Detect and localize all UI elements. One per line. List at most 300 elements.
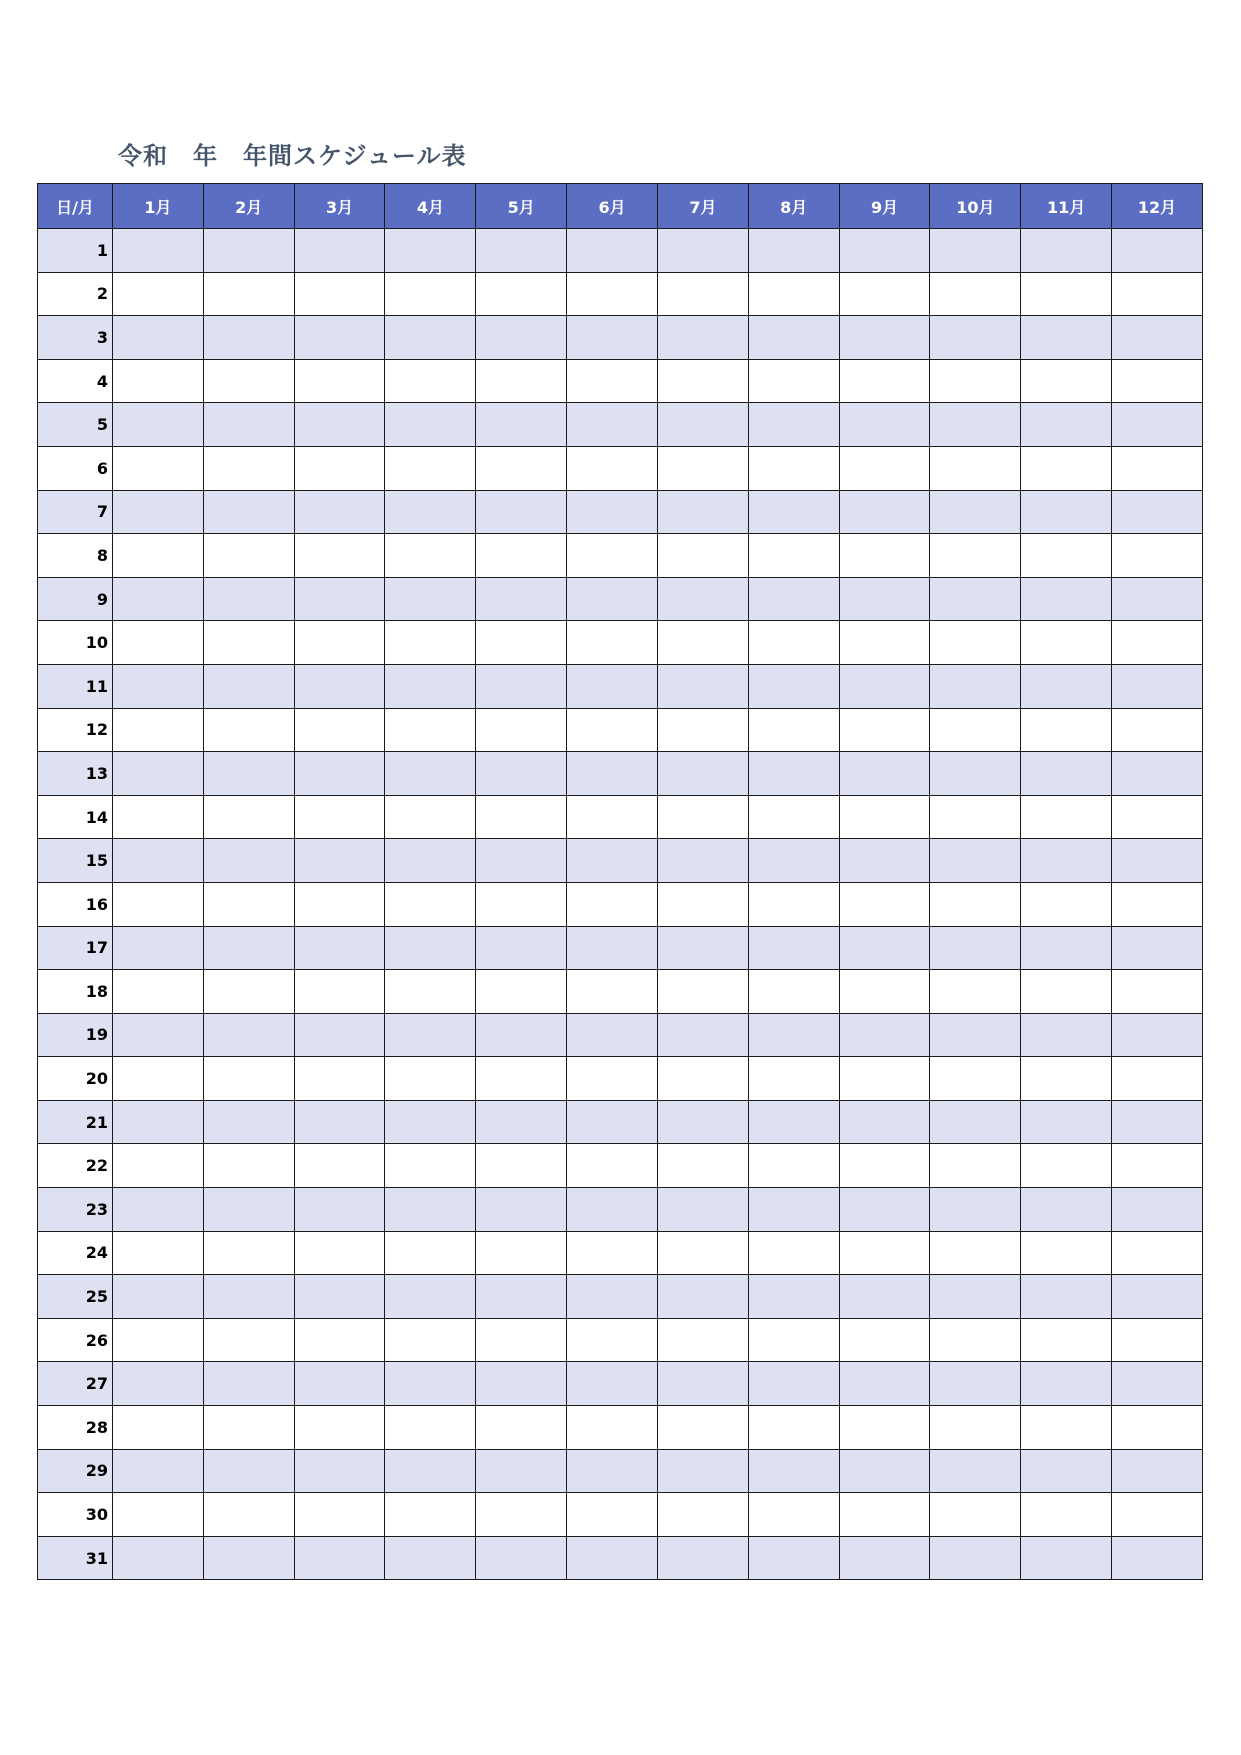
schedule-cell[interactable] <box>113 316 204 360</box>
schedule-cell[interactable] <box>476 1013 567 1057</box>
schedule-cell[interactable] <box>748 708 839 752</box>
schedule-cell[interactable] <box>294 1449 385 1493</box>
schedule-cell[interactable] <box>113 1100 204 1144</box>
schedule-cell[interactable] <box>657 1493 748 1537</box>
schedule-cell[interactable] <box>294 970 385 1014</box>
schedule-cell[interactable] <box>203 795 294 839</box>
schedule-cell[interactable] <box>748 1231 839 1275</box>
schedule-cell[interactable] <box>839 970 930 1014</box>
schedule-cell[interactable] <box>1112 1100 1203 1144</box>
schedule-cell[interactable] <box>203 970 294 1014</box>
schedule-cell[interactable] <box>385 839 476 883</box>
schedule-cell[interactable] <box>294 1275 385 1319</box>
schedule-cell[interactable] <box>294 882 385 926</box>
schedule-cell[interactable] <box>657 839 748 883</box>
schedule-cell[interactable] <box>657 708 748 752</box>
schedule-cell[interactable] <box>657 1013 748 1057</box>
schedule-cell[interactable] <box>203 359 294 403</box>
schedule-cell[interactable] <box>113 1362 204 1406</box>
schedule-cell[interactable] <box>294 403 385 447</box>
schedule-cell[interactable] <box>1112 1144 1203 1188</box>
schedule-cell[interactable] <box>930 403 1021 447</box>
schedule-cell[interactable] <box>930 490 1021 534</box>
schedule-cell[interactable] <box>657 1231 748 1275</box>
schedule-cell[interactable] <box>385 664 476 708</box>
schedule-cell[interactable] <box>657 882 748 926</box>
schedule-cell[interactable] <box>657 1406 748 1450</box>
schedule-cell[interactable] <box>657 403 748 447</box>
schedule-cell[interactable] <box>748 621 839 665</box>
schedule-cell[interactable] <box>294 1057 385 1101</box>
schedule-cell[interactable] <box>476 1144 567 1188</box>
schedule-cell[interactable] <box>567 272 658 316</box>
schedule-cell[interactable] <box>930 1449 1021 1493</box>
schedule-cell[interactable] <box>1112 839 1203 883</box>
schedule-cell[interactable] <box>203 229 294 273</box>
schedule-cell[interactable] <box>1021 752 1112 796</box>
schedule-cell[interactable] <box>839 839 930 883</box>
schedule-cell[interactable] <box>476 621 567 665</box>
schedule-cell[interactable] <box>385 621 476 665</box>
schedule-cell[interactable] <box>839 1100 930 1144</box>
schedule-cell[interactable] <box>203 1318 294 1362</box>
schedule-cell[interactable] <box>1021 1449 1112 1493</box>
schedule-cell[interactable] <box>385 795 476 839</box>
schedule-cell[interactable] <box>748 839 839 883</box>
schedule-cell[interactable] <box>203 272 294 316</box>
schedule-cell[interactable] <box>385 882 476 926</box>
schedule-cell[interactable] <box>1021 1188 1112 1232</box>
schedule-cell[interactable] <box>1021 1013 1112 1057</box>
schedule-cell[interactable] <box>567 882 658 926</box>
schedule-cell[interactable] <box>839 1406 930 1450</box>
schedule-cell[interactable] <box>930 664 1021 708</box>
schedule-cell[interactable] <box>748 359 839 403</box>
schedule-cell[interactable] <box>113 534 204 578</box>
schedule-cell[interactable] <box>294 621 385 665</box>
schedule-cell[interactable] <box>476 708 567 752</box>
schedule-cell[interactable] <box>113 272 204 316</box>
schedule-cell[interactable] <box>203 752 294 796</box>
schedule-cell[interactable] <box>657 490 748 534</box>
schedule-cell[interactable] <box>1112 359 1203 403</box>
schedule-cell[interactable] <box>385 1406 476 1450</box>
schedule-cell[interactable] <box>657 272 748 316</box>
schedule-cell[interactable] <box>748 1406 839 1450</box>
schedule-cell[interactable] <box>294 490 385 534</box>
schedule-cell[interactable] <box>1112 1493 1203 1537</box>
schedule-cell[interactable] <box>748 272 839 316</box>
schedule-cell[interactable] <box>657 621 748 665</box>
schedule-cell[interactable] <box>385 1013 476 1057</box>
schedule-cell[interactable] <box>1021 1318 1112 1362</box>
schedule-cell[interactable] <box>294 1406 385 1450</box>
schedule-cell[interactable] <box>1021 882 1112 926</box>
schedule-cell[interactable] <box>294 926 385 970</box>
schedule-cell[interactable] <box>294 1362 385 1406</box>
schedule-cell[interactable] <box>567 926 658 970</box>
schedule-cell[interactable] <box>476 1493 567 1537</box>
schedule-cell[interactable] <box>1112 1449 1203 1493</box>
schedule-cell[interactable] <box>1021 534 1112 578</box>
schedule-cell[interactable] <box>294 577 385 621</box>
schedule-cell[interactable] <box>385 577 476 621</box>
schedule-cell[interactable] <box>1021 1100 1112 1144</box>
schedule-cell[interactable] <box>1112 708 1203 752</box>
schedule-cell[interactable] <box>657 1057 748 1101</box>
schedule-cell[interactable] <box>930 708 1021 752</box>
schedule-cell[interactable] <box>657 752 748 796</box>
schedule-cell[interactable] <box>567 621 658 665</box>
schedule-cell[interactable] <box>203 708 294 752</box>
schedule-cell[interactable] <box>476 795 567 839</box>
schedule-cell[interactable] <box>1112 621 1203 665</box>
schedule-cell[interactable] <box>476 1406 567 1450</box>
schedule-cell[interactable] <box>567 1231 658 1275</box>
schedule-cell[interactable] <box>203 1188 294 1232</box>
schedule-cell[interactable] <box>1112 1406 1203 1450</box>
schedule-cell[interactable] <box>294 795 385 839</box>
schedule-cell[interactable] <box>567 970 658 1014</box>
schedule-cell[interactable] <box>294 359 385 403</box>
schedule-cell[interactable] <box>1021 446 1112 490</box>
schedule-cell[interactable] <box>1112 970 1203 1014</box>
schedule-cell[interactable] <box>385 1318 476 1362</box>
schedule-cell[interactable] <box>567 1275 658 1319</box>
schedule-cell[interactable] <box>294 664 385 708</box>
schedule-cell[interactable] <box>1021 1493 1112 1537</box>
schedule-cell[interactable] <box>113 839 204 883</box>
schedule-cell[interactable] <box>476 664 567 708</box>
schedule-cell[interactable] <box>385 1362 476 1406</box>
schedule-cell[interactable] <box>839 316 930 360</box>
schedule-cell[interactable] <box>1021 1275 1112 1319</box>
schedule-cell[interactable] <box>476 1536 567 1580</box>
schedule-cell[interactable] <box>930 577 1021 621</box>
schedule-cell[interactable] <box>930 1231 1021 1275</box>
schedule-cell[interactable] <box>476 534 567 578</box>
schedule-cell[interactable] <box>839 1057 930 1101</box>
schedule-cell[interactable] <box>748 926 839 970</box>
schedule-cell[interactable] <box>748 534 839 578</box>
schedule-cell[interactable] <box>385 403 476 447</box>
schedule-cell[interactable] <box>203 1362 294 1406</box>
schedule-cell[interactable] <box>1112 752 1203 796</box>
schedule-cell[interactable] <box>476 1100 567 1144</box>
schedule-cell[interactable] <box>385 490 476 534</box>
schedule-cell[interactable] <box>839 1275 930 1319</box>
schedule-cell[interactable] <box>476 1057 567 1101</box>
schedule-cell[interactable] <box>476 839 567 883</box>
schedule-cell[interactable] <box>294 752 385 796</box>
schedule-cell[interactable] <box>203 1449 294 1493</box>
schedule-cell[interactable] <box>1112 664 1203 708</box>
schedule-cell[interactable] <box>294 1013 385 1057</box>
schedule-cell[interactable] <box>1021 664 1112 708</box>
schedule-cell[interactable] <box>657 1144 748 1188</box>
schedule-cell[interactable] <box>930 1362 1021 1406</box>
schedule-cell[interactable] <box>476 970 567 1014</box>
schedule-cell[interactable] <box>567 1406 658 1450</box>
schedule-cell[interactable] <box>203 403 294 447</box>
schedule-cell[interactable] <box>1112 882 1203 926</box>
schedule-cell[interactable] <box>839 1493 930 1537</box>
schedule-cell[interactable] <box>385 926 476 970</box>
schedule-cell[interactable] <box>476 577 567 621</box>
schedule-cell[interactable] <box>657 1188 748 1232</box>
schedule-cell[interactable] <box>385 1144 476 1188</box>
schedule-cell[interactable] <box>567 403 658 447</box>
schedule-cell[interactable] <box>567 795 658 839</box>
schedule-cell[interactable] <box>1021 621 1112 665</box>
schedule-cell[interactable] <box>294 534 385 578</box>
schedule-cell[interactable] <box>385 970 476 1014</box>
schedule-cell[interactable] <box>748 1275 839 1319</box>
schedule-cell[interactable] <box>748 229 839 273</box>
schedule-cell[interactable] <box>657 316 748 360</box>
schedule-cell[interactable] <box>748 1536 839 1580</box>
schedule-cell[interactable] <box>839 1013 930 1057</box>
schedule-cell[interactable] <box>1112 577 1203 621</box>
schedule-cell[interactable] <box>657 446 748 490</box>
schedule-cell[interactable] <box>203 534 294 578</box>
schedule-cell[interactable] <box>748 1449 839 1493</box>
schedule-cell[interactable] <box>113 359 204 403</box>
schedule-cell[interactable] <box>839 795 930 839</box>
schedule-cell[interactable] <box>476 1275 567 1319</box>
schedule-cell[interactable] <box>567 577 658 621</box>
schedule-cell[interactable] <box>748 752 839 796</box>
schedule-cell[interactable] <box>1021 272 1112 316</box>
schedule-cell[interactable] <box>1021 229 1112 273</box>
schedule-cell[interactable] <box>839 1318 930 1362</box>
schedule-cell[interactable] <box>657 534 748 578</box>
schedule-cell[interactable] <box>1112 272 1203 316</box>
schedule-cell[interactable] <box>294 1318 385 1362</box>
schedule-cell[interactable] <box>748 316 839 360</box>
schedule-cell[interactable] <box>839 490 930 534</box>
schedule-cell[interactable] <box>748 1013 839 1057</box>
schedule-cell[interactable] <box>113 1318 204 1362</box>
schedule-cell[interactable] <box>930 882 1021 926</box>
schedule-cell[interactable] <box>1021 359 1112 403</box>
schedule-cell[interactable] <box>113 926 204 970</box>
schedule-cell[interactable] <box>1112 1188 1203 1232</box>
schedule-cell[interactable] <box>748 1100 839 1144</box>
schedule-cell[interactable] <box>1112 1362 1203 1406</box>
schedule-cell[interactable] <box>113 490 204 534</box>
schedule-cell[interactable] <box>839 1188 930 1232</box>
schedule-cell[interactable] <box>930 1493 1021 1537</box>
schedule-cell[interactable] <box>203 577 294 621</box>
schedule-cell[interactable] <box>203 664 294 708</box>
schedule-cell[interactable] <box>748 664 839 708</box>
schedule-cell[interactable] <box>839 272 930 316</box>
schedule-cell[interactable] <box>113 229 204 273</box>
schedule-cell[interactable] <box>476 882 567 926</box>
schedule-cell[interactable] <box>930 621 1021 665</box>
schedule-cell[interactable] <box>1112 1231 1203 1275</box>
schedule-cell[interactable] <box>113 1188 204 1232</box>
schedule-cell[interactable] <box>113 1406 204 1450</box>
schedule-cell[interactable] <box>294 708 385 752</box>
schedule-cell[interactable] <box>385 316 476 360</box>
schedule-cell[interactable] <box>748 1188 839 1232</box>
schedule-cell[interactable] <box>476 272 567 316</box>
schedule-cell[interactable] <box>1021 970 1112 1014</box>
schedule-cell[interactable] <box>1021 490 1112 534</box>
schedule-cell[interactable] <box>1112 534 1203 578</box>
schedule-cell[interactable] <box>930 316 1021 360</box>
schedule-cell[interactable] <box>1112 490 1203 534</box>
schedule-cell[interactable] <box>113 1013 204 1057</box>
schedule-cell[interactable] <box>203 1406 294 1450</box>
schedule-cell[interactable] <box>113 970 204 1014</box>
schedule-cell[interactable] <box>113 621 204 665</box>
schedule-cell[interactable] <box>476 1188 567 1232</box>
schedule-cell[interactable] <box>839 1449 930 1493</box>
schedule-cell[interactable] <box>385 1493 476 1537</box>
schedule-cell[interactable] <box>476 229 567 273</box>
schedule-cell[interactable] <box>203 882 294 926</box>
schedule-cell[interactable] <box>476 490 567 534</box>
schedule-cell[interactable] <box>839 229 930 273</box>
schedule-cell[interactable] <box>839 1144 930 1188</box>
schedule-cell[interactable] <box>567 1100 658 1144</box>
schedule-cell[interactable] <box>567 839 658 883</box>
schedule-cell[interactable] <box>567 1493 658 1537</box>
schedule-cell[interactable] <box>203 1013 294 1057</box>
schedule-cell[interactable] <box>748 1318 839 1362</box>
schedule-cell[interactable] <box>657 970 748 1014</box>
schedule-cell[interactable] <box>839 882 930 926</box>
schedule-cell[interactable] <box>839 359 930 403</box>
schedule-cell[interactable] <box>294 229 385 273</box>
schedule-cell[interactable] <box>385 1449 476 1493</box>
schedule-cell[interactable] <box>567 359 658 403</box>
schedule-cell[interactable] <box>476 359 567 403</box>
schedule-cell[interactable] <box>385 359 476 403</box>
schedule-cell[interactable] <box>1112 1057 1203 1101</box>
schedule-cell[interactable] <box>567 1362 658 1406</box>
schedule-cell[interactable] <box>567 1013 658 1057</box>
schedule-cell[interactable] <box>567 1536 658 1580</box>
schedule-cell[interactable] <box>1112 1013 1203 1057</box>
schedule-cell[interactable] <box>657 1536 748 1580</box>
schedule-cell[interactable] <box>385 1231 476 1275</box>
schedule-cell[interactable] <box>657 1100 748 1144</box>
schedule-cell[interactable] <box>476 1362 567 1406</box>
schedule-cell[interactable] <box>1112 229 1203 273</box>
schedule-cell[interactable] <box>476 1231 567 1275</box>
schedule-cell[interactable] <box>1021 403 1112 447</box>
schedule-cell[interactable] <box>113 664 204 708</box>
schedule-cell[interactable] <box>567 446 658 490</box>
schedule-cell[interactable] <box>930 359 1021 403</box>
schedule-cell[interactable] <box>385 534 476 578</box>
schedule-cell[interactable] <box>930 229 1021 273</box>
schedule-cell[interactable] <box>476 446 567 490</box>
schedule-cell[interactable] <box>748 1144 839 1188</box>
schedule-cell[interactable] <box>748 403 839 447</box>
schedule-cell[interactable] <box>567 1318 658 1362</box>
schedule-cell[interactable] <box>567 1449 658 1493</box>
schedule-cell[interactable] <box>930 1013 1021 1057</box>
schedule-cell[interactable] <box>203 1275 294 1319</box>
schedule-cell[interactable] <box>657 1449 748 1493</box>
schedule-cell[interactable] <box>1112 1536 1203 1580</box>
schedule-cell[interactable] <box>930 839 1021 883</box>
schedule-cell[interactable] <box>930 1057 1021 1101</box>
schedule-cell[interactable] <box>930 1100 1021 1144</box>
schedule-cell[interactable] <box>203 839 294 883</box>
schedule-cell[interactable] <box>385 446 476 490</box>
schedule-cell[interactable] <box>1021 1144 1112 1188</box>
schedule-cell[interactable] <box>1021 1406 1112 1450</box>
schedule-cell[interactable] <box>748 1493 839 1537</box>
schedule-cell[interactable] <box>294 1536 385 1580</box>
schedule-cell[interactable] <box>657 359 748 403</box>
schedule-cell[interactable] <box>113 795 204 839</box>
schedule-cell[interactable] <box>930 1188 1021 1232</box>
schedule-cell[interactable] <box>930 272 1021 316</box>
schedule-cell[interactable] <box>294 1144 385 1188</box>
schedule-cell[interactable] <box>748 795 839 839</box>
schedule-cell[interactable] <box>385 1188 476 1232</box>
schedule-cell[interactable] <box>748 882 839 926</box>
schedule-cell[interactable] <box>1112 316 1203 360</box>
schedule-cell[interactable] <box>839 1362 930 1406</box>
schedule-cell[interactable] <box>930 1318 1021 1362</box>
schedule-cell[interactable] <box>294 1188 385 1232</box>
schedule-cell[interactable] <box>113 1057 204 1101</box>
schedule-cell[interactable] <box>748 1362 839 1406</box>
schedule-cell[interactable] <box>839 1231 930 1275</box>
schedule-cell[interactable] <box>385 708 476 752</box>
schedule-cell[interactable] <box>476 403 567 447</box>
schedule-cell[interactable] <box>839 752 930 796</box>
schedule-cell[interactable] <box>385 1275 476 1319</box>
schedule-cell[interactable] <box>748 446 839 490</box>
schedule-cell[interactable] <box>1021 1362 1112 1406</box>
schedule-cell[interactable] <box>930 795 1021 839</box>
schedule-cell[interactable] <box>839 664 930 708</box>
schedule-cell[interactable] <box>113 708 204 752</box>
schedule-cell[interactable] <box>1112 403 1203 447</box>
schedule-cell[interactable] <box>294 1100 385 1144</box>
schedule-cell[interactable] <box>476 1318 567 1362</box>
schedule-cell[interactable] <box>113 752 204 796</box>
schedule-cell[interactable] <box>657 229 748 273</box>
schedule-cell[interactable] <box>567 708 658 752</box>
schedule-cell[interactable] <box>203 446 294 490</box>
schedule-cell[interactable] <box>930 1406 1021 1450</box>
schedule-cell[interactable] <box>113 577 204 621</box>
schedule-cell[interactable] <box>385 272 476 316</box>
schedule-cell[interactable] <box>839 926 930 970</box>
schedule-cell[interactable] <box>839 708 930 752</box>
schedule-cell[interactable] <box>839 534 930 578</box>
schedule-cell[interactable] <box>657 1362 748 1406</box>
schedule-cell[interactable] <box>1021 839 1112 883</box>
schedule-cell[interactable] <box>1021 1057 1112 1101</box>
schedule-cell[interactable] <box>1112 1275 1203 1319</box>
schedule-cell[interactable] <box>1021 926 1112 970</box>
schedule-cell[interactable] <box>657 1318 748 1362</box>
schedule-cell[interactable] <box>203 490 294 534</box>
schedule-cell[interactable] <box>1021 316 1112 360</box>
schedule-cell[interactable] <box>1021 1536 1112 1580</box>
